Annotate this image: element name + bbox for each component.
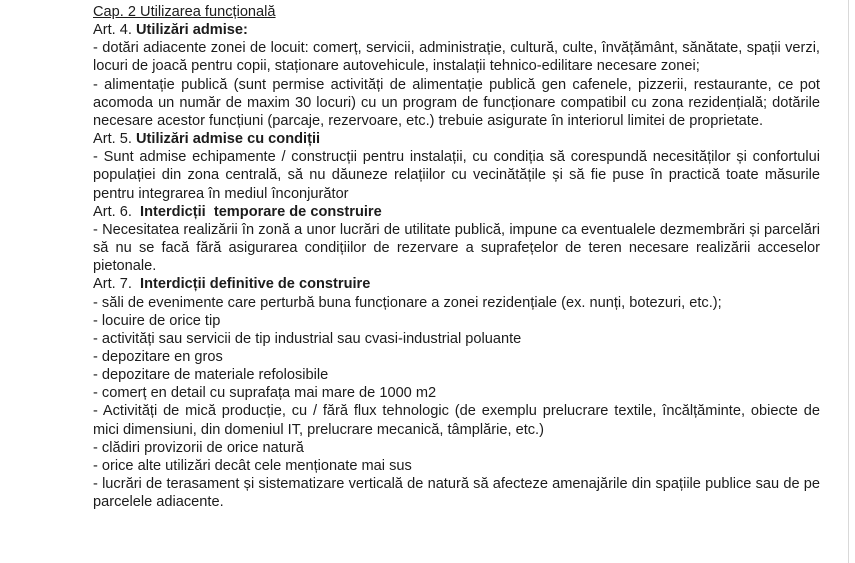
article-4-heading xyxy=(93,21,820,39)
paragraph-admise-2: - alimentație publică (sunt permise activități de alimentație publică gen cafenele, pizzerii, restaurante, ce pot acomoda un număr de maxim 30 locuri) cu un program de funcționare compatibil cu zona rezidențială; dotările necesare acestor funcțiuni (parcaje, rezervoare, etc.) trebuie asigurate în interiorul limitei de proprietate. xyxy=(93,76,820,129)
paragraph-temporare-1: - Necesitatea realizării în zonă a unor lucrări de utilitate publică, impune ca eventualele dezmembrări și parcelări să nu se facă fără asigurarea condițiilor de rezervare a suprafețelor de teren necesare realizării acceselor pietonale. xyxy=(93,221,820,275)
paragraph-admise-1: - dotări adiacente zonei de locuit: comerț, servicii, administrație, cultură, culte, învățământ, sănătate, spații verzi, locuri de joacă pentru copii, staționare autovehicule, instalații tehnico-edilitare necesare zonei; xyxy=(93,40,820,75)
list-item: - lucrări de terasament și sistematizare verticală de natură să afecteze amenajările din spațiile publice sau de pe parcelele adiacente. xyxy=(93,476,820,511)
list-item: - depozitare en gros xyxy=(93,348,223,365)
list-item: - depozitare de materiale refolosibile xyxy=(93,367,329,384)
list-item: - comerț en detail cu suprafața mai mare de 1000 m2 xyxy=(93,385,437,402)
article-4-title: Utilizări admise: xyxy=(135,22,248,39)
list-item: - săli de evenimente care perturbă buna funcționare a zonei rezidențiale (ex. nunți, botezuri, etc.); xyxy=(93,294,722,311)
article-6-number: Art. 6. xyxy=(93,203,141,220)
list-item: - orice alte utilizări decât cele menționate mai sus xyxy=(93,457,412,474)
list-item: - Activități de mică producție, cu / fără flux tehnologic (de exemplu prelucrare textile, încălțăminte, obiecte de mici dimensiuni, din domeniul IT, prelucrare mecanică, tâmplărie, etc.) xyxy=(93,403,820,438)
list-item: - clădiri provizorii de orice natură xyxy=(93,439,304,456)
paragraph-conditii-1: - Sunt admise echipamente / construcții pentru instalații, cu condiția să corespundă necesităților și confortului populației din zona centrală, să nu dăuneze relațiilor cu vecinătățile și să fie puse în practică toate măsurile pentru integrarea în mediul înconjurător xyxy=(93,149,820,202)
chapter-heading xyxy=(93,3,820,21)
chapter-heading-text: Cap. 2 Utilizarea funcțională xyxy=(93,4,276,20)
document-body xyxy=(93,3,820,511)
article-7-title: Interdicții definitive de construire xyxy=(140,276,371,293)
article-6-title: Interdicții temporare de construire xyxy=(140,203,382,220)
page-right-border xyxy=(848,0,849,563)
article-4-number: Art. 4. xyxy=(93,22,136,39)
article-5-title: Utilizări admise cu condiții xyxy=(135,131,321,148)
article-5-heading xyxy=(93,130,820,148)
article-5-number: Art. 5. xyxy=(93,131,136,148)
article-7-heading xyxy=(93,275,820,293)
list-item: - activități sau servicii de tip industrial sau cvasi-industrial poluante xyxy=(93,330,522,347)
article-7-number: Art. 7. xyxy=(93,276,141,293)
list-item: - locuire de orice tip xyxy=(93,312,221,329)
article-6-heading xyxy=(93,203,820,221)
